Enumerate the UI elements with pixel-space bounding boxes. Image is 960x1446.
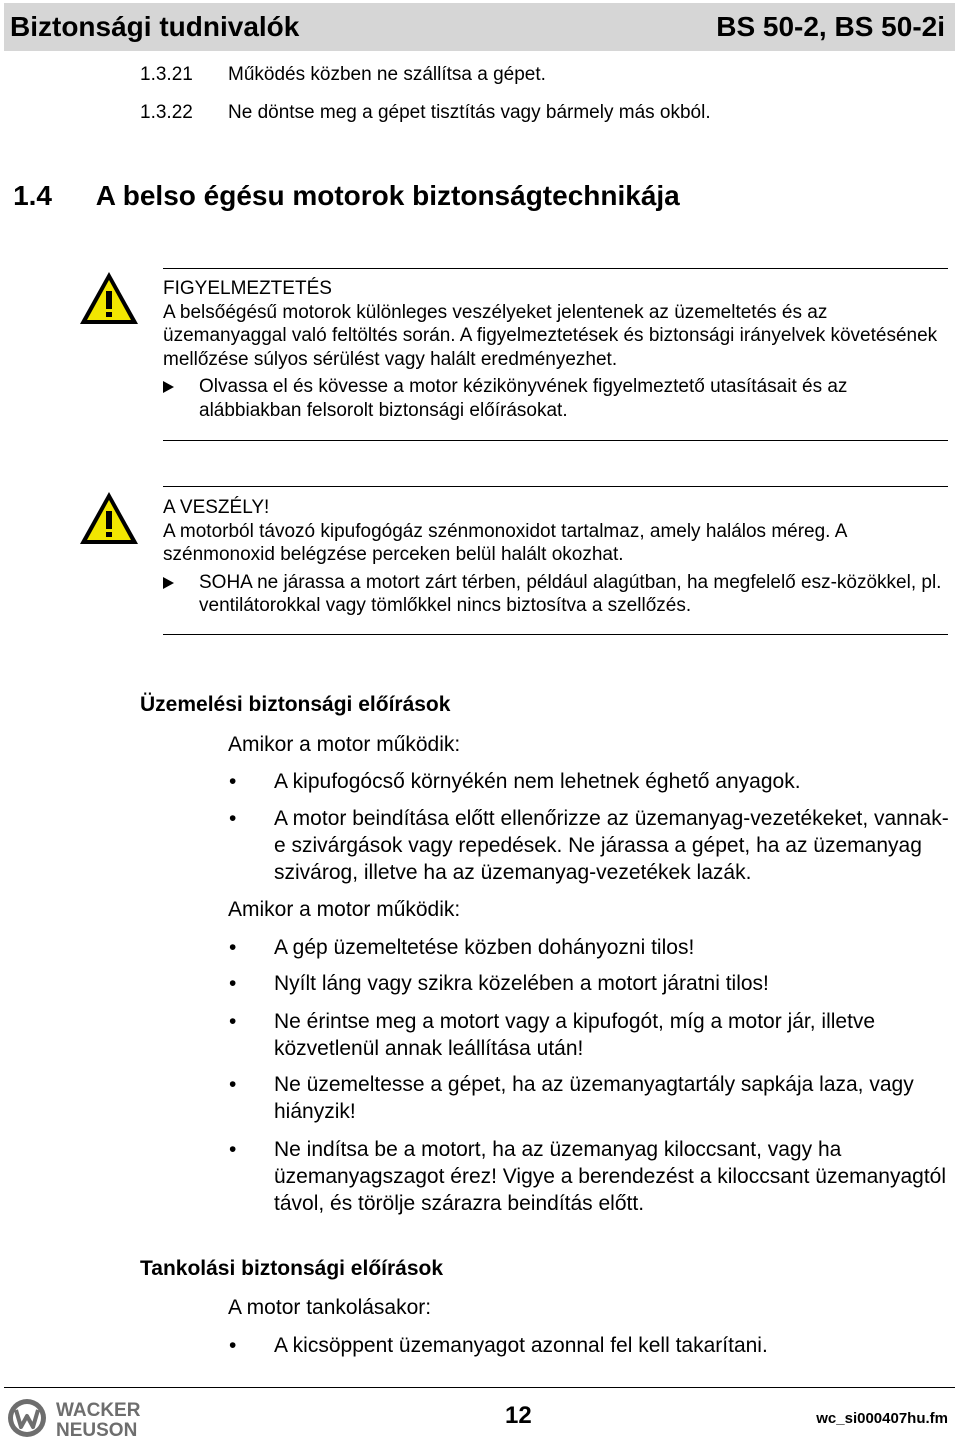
wacker-neuson-logo — [6, 1397, 186, 1439]
danger-bullet-text: SOHA ne járassa a motort zárt térben, például alagútban, ha megfelelő esz-közökkel, pl. ventilátorokkal vagy tömlőkkel nincs biztosítva a szellőzés. — [199, 571, 942, 616]
bullet-dot: • — [229, 807, 237, 830]
divider — [163, 440, 948, 441]
item-number: 1.3.22 — [140, 102, 193, 123]
page-footer — [0, 1390, 960, 1446]
bullet-dot: • — [229, 1010, 237, 1033]
item-text: Működés közben ne szállítsa a gépet. — [228, 64, 546, 85]
list-item: Ne üzemeltesse a gépet, ha az üzemanyagtartály sapkája laza, vagy hiányzik! — [274, 1073, 914, 1123]
file-name: wc_si000407hu.fm — [816, 1410, 948, 1427]
bullet-dot: • — [229, 972, 237, 995]
section-heading — [0, 180, 680, 212]
warning-title: FIGYELMEZTETÉS — [163, 278, 332, 299]
list-item: A motor beindítása előtt ellenőrizze az üzemanyag-vezetékeket, vannak-e szivárgások vagy repedések. Ne járassa a gépet, ha az üzemanyag szivárog, illetve ha az üzemanyag-vezetékek lazák. — [274, 807, 949, 884]
danger-bullet — [163, 571, 948, 618]
refuel-heading: Tankolási biztonsági előírások — [140, 1257, 444, 1280]
danger-title: A VESZÉLY! — [163, 497, 270, 518]
divider — [163, 268, 948, 269]
bullet-dot: • — [229, 1138, 237, 1161]
bullet-dot: • — [229, 770, 237, 793]
list-item: A kicsöppent üzemanyagot azonnal fel kell takarítani. — [274, 1334, 768, 1357]
warning-notice — [163, 277, 948, 422]
list-item: A kipufogócső környékén nem lehetnek éghető anyagok. — [274, 770, 801, 793]
refuel-intro: A motor tankolásakor: — [228, 1296, 432, 1319]
arrow-bullet-icon — [163, 381, 174, 393]
item-text: Ne döntse meg a gépet tisztítás vagy bármely más okból. — [228, 102, 711, 123]
header-title: Biztonsági tudnivalók — [10, 11, 300, 42]
operation-heading: Üzemelési biztonsági előírások — [140, 693, 451, 716]
divider — [163, 486, 948, 487]
bullet-dot: • — [229, 1334, 237, 1357]
operation-intro: Amikor a motor működik: — [228, 898, 461, 921]
list-item: A gép üzemeltetése közben dohányozni tilos! — [274, 936, 695, 959]
arrow-bullet-icon — [163, 577, 174, 589]
bullet-dot: • — [229, 1073, 237, 1096]
list-item: Nyílt láng vagy szikra közelében a motort járatni tilos! — [274, 972, 769, 995]
page-header — [4, 3, 955, 51]
page-number: 12 — [505, 1402, 532, 1429]
warning-triangle-icon — [78, 270, 140, 326]
divider — [163, 634, 948, 635]
bullet-dot: • — [229, 936, 237, 959]
warning-triangle-icon — [78, 490, 140, 546]
warning-bullet-text: Olvassa el és kövesse a motor kézikönyvének figyelmeztető utasításait és az alábbiakban felsorolt biztonsági előírásokat. — [199, 376, 848, 421]
warning-bullet — [163, 375, 948, 422]
footer-divider — [4, 1387, 955, 1388]
warning-text: A belsőégésű motorok különleges veszélyeket jelentenek az üzemeltetés és az üzemanyaggal való feltöltés során. A figyelmeztetések és biztonsági irányelvek követésének mellőzése súlyos sérülést vagy halált eredményezhet. — [163, 301, 938, 370]
section-number: 1.4 — [13, 180, 52, 211]
list-item: Ne érintse meg a motort vagy a kipufogót, míg a motor jár, illetve közvetlenül annak leállítása után! — [274, 1010, 876, 1060]
operation-intro: Amikor a motor működik: — [228, 733, 461, 756]
danger-text: A motorból távozó kipufogógáz szénmonoxidot tartalmaz, amely halálos méreg. A szénmonoxid belégzése perceken belül halált okozhat. — [163, 520, 847, 565]
logo-line2: NEUSON — [56, 1420, 138, 1439]
numbered-item — [140, 64, 546, 86]
danger-notice — [163, 496, 948, 618]
section-title: A belso égésu motorok biztonságtechnikája — [95, 180, 680, 211]
logo-line1: WACKER — [56, 1400, 141, 1421]
header-model: BS 50-2, BS 50-2i — [716, 11, 945, 42]
item-number: 1.3.21 — [140, 64, 193, 85]
list-item: Ne indítsa be a motort, ha az üzemanyag kiloccsant, vagy ha üzemanyagszagot érez! Vigye a berendezést a kiloccsant üzemanyagtól távol, és törölje szárazra beindítás előtt. — [274, 1138, 947, 1215]
numbered-item — [140, 102, 711, 124]
